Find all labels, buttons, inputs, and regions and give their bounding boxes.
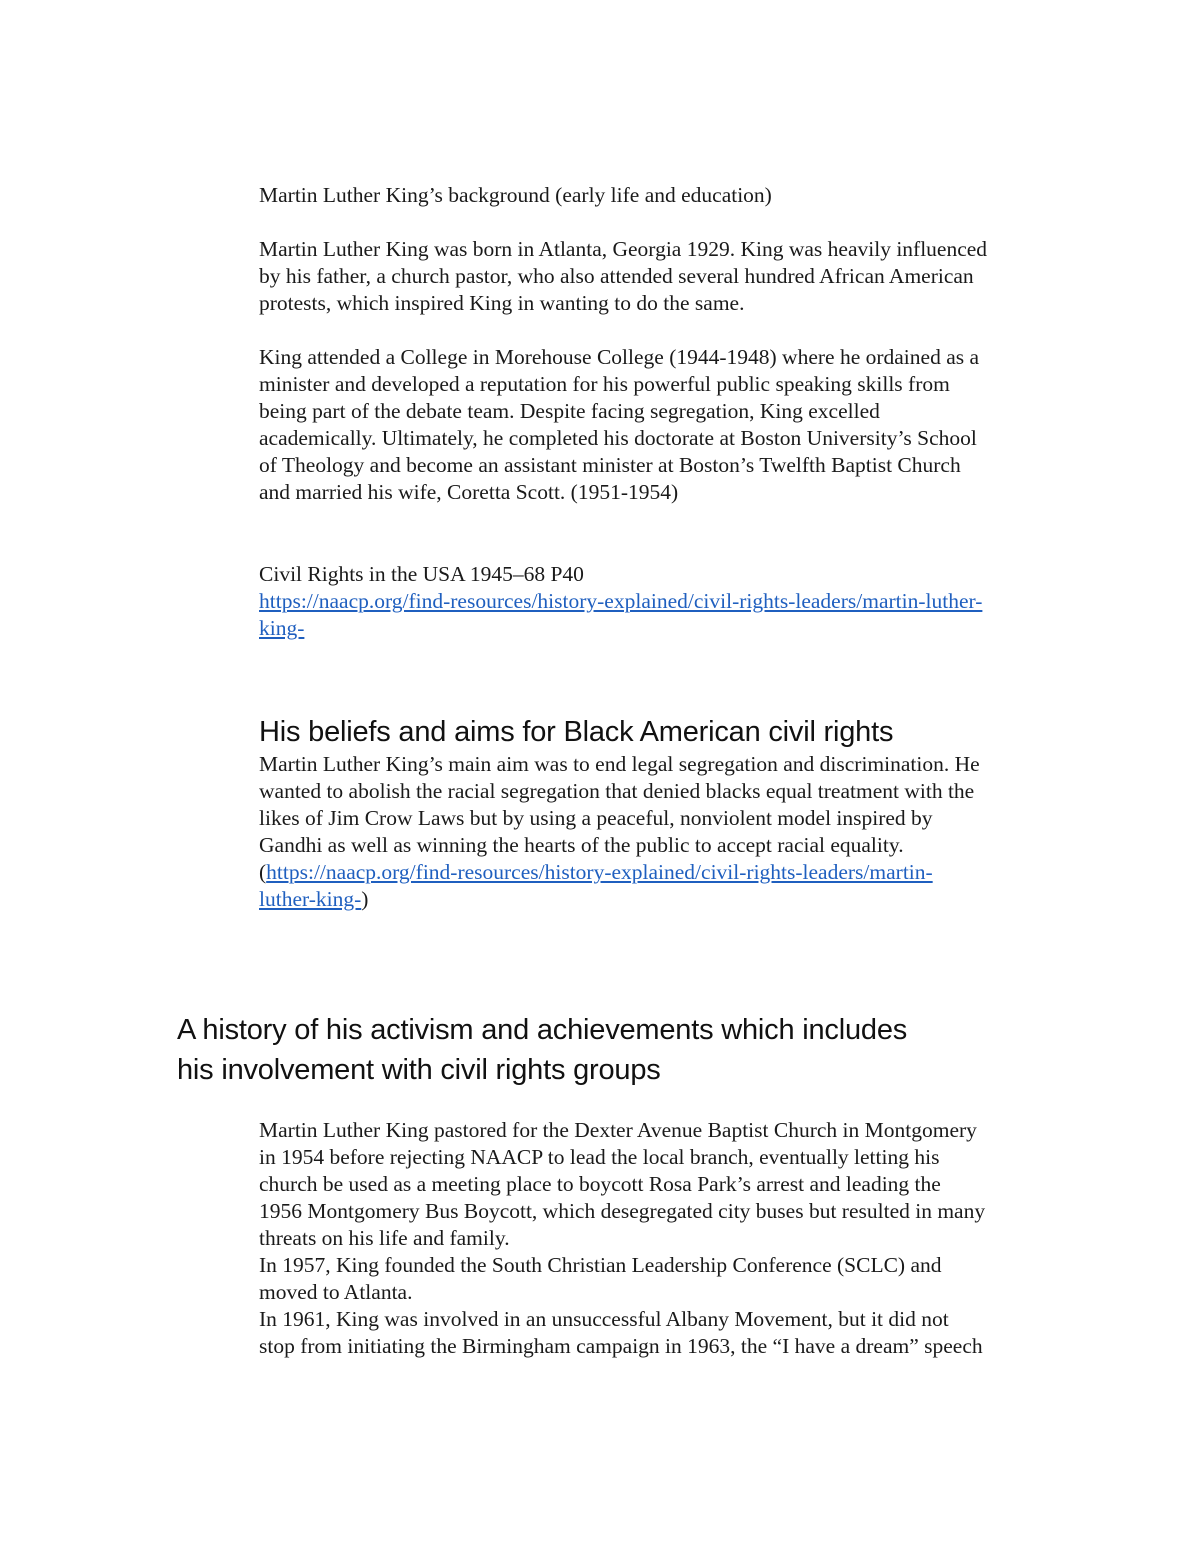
paragraph-line: 1956 Montgomery Bus Boycott, which desegregated city buses but resulted in many — [259, 1199, 986, 1223]
paragraph-line: academically. Ultimately, he completed his doctorate at Boston University’s School — [259, 426, 977, 450]
paragraph-line: wanted to abolish the racial segregation that denied blacks equal treatment with the — [259, 779, 975, 803]
paragraph-line: King attended a College in Morehouse College (1944-1948) where he ordained as a — [259, 345, 980, 369]
paragraph-line: and married his wife, Coretta Scott. (1951-1954) — [259, 480, 679, 504]
paragraph-line: stop from initiating the Birmingham campaign in 1963, the “I have a dream” speech — [259, 1334, 983, 1358]
background-title — [259, 182, 1079, 209]
beliefs-heading-text: His beliefs and aims for Black American civil rights — [259, 716, 894, 748]
source-link-continuation[interactable] — [259, 615, 1079, 642]
paragraph-line: being part of the debate team. Despite facing segregation, King excelled — [259, 399, 880, 423]
paragraph-line: minister and developed a reputation for his powerful public speaking skills from — [259, 372, 950, 396]
beliefs-source-link[interactable]: https://naacp.org/find-resources/history-explained/civil-rights-leaders/martin- — [266, 860, 933, 884]
paragraph-line: church be used as a meeting place to boycott Rosa Park’s arrest and leading the — [259, 1172, 941, 1196]
paragraph-line: Martin Luther King pastored for the Dexter Avenue Baptist Church in Montgomery — [259, 1118, 977, 1142]
paragraph-line: In 1961, King was involved in an unsuccessful Albany Movement, but it did not — [259, 1307, 949, 1331]
open-paren: ( — [259, 860, 267, 884]
source-link[interactable] — [259, 588, 1079, 615]
paragraph-line: likes of Jim Crow Laws but by using a peaceful, nonviolent model inspired by — [259, 806, 933, 830]
background-paragraph-1 — [259, 236, 1079, 317]
paragraph-line: Gandhi as well as winning the hearts of the public to accept racial equality. — [259, 833, 904, 857]
paragraph-line: of Theology and become an assistant minister at Boston’s Twelfth Baptist Church — [259, 453, 961, 477]
activism-paragraph — [259, 1117, 1079, 1360]
background-paragraph-2 — [259, 344, 1079, 506]
activism-heading — [177, 1010, 1077, 1090]
activism-heading-line: A history of his activism and achievements which includes — [177, 1014, 908, 1046]
beliefs-link-line-1 — [259, 859, 1079, 886]
paragraph-line: protests, which inspired King in wanting to do the same. — [259, 291, 745, 315]
close-paren: ) — [361, 887, 369, 911]
source-link-line: king- — [259, 616, 305, 640]
beliefs-link-line-2 — [259, 886, 1079, 913]
paragraph-line: In 1957, King founded the South Christian Leadership Conference (SCLC) and — [259, 1253, 942, 1277]
beliefs-heading — [259, 712, 1079, 752]
source-citation — [259, 561, 1079, 642]
source-link-line: https://naacp.org/find-resources/history-explained/civil-rights-leaders/martin-luther- — [259, 589, 983, 613]
source-text: Civil Rights in the USA 1945–68 P40 — [259, 562, 584, 586]
activism-heading-line: his involvement with civil rights groups — [177, 1054, 661, 1086]
beliefs-source-link-continuation[interactable]: luther-king- — [259, 887, 362, 911]
background-title-text: Martin Luther King’s background (early life and education) — [259, 183, 772, 207]
paragraph-line: Martin Luther King’s main aim was to end legal segregation and discrimination. He — [259, 752, 980, 776]
paragraph-line: Martin Luther King was born in Atlanta, Georgia 1929. King was heavily influenced — [259, 237, 988, 261]
paragraph-line: moved to Atlanta. — [259, 1280, 413, 1304]
paragraph-line: in 1954 before rejecting NAACP to lead the local branch, eventually letting his — [259, 1145, 940, 1169]
paragraph-line: threats on his life and family. — [259, 1226, 510, 1250]
paragraph-line: by his father, a church pastor, who also attended several hundred African American — [259, 264, 974, 288]
beliefs-paragraph — [259, 751, 1079, 913]
